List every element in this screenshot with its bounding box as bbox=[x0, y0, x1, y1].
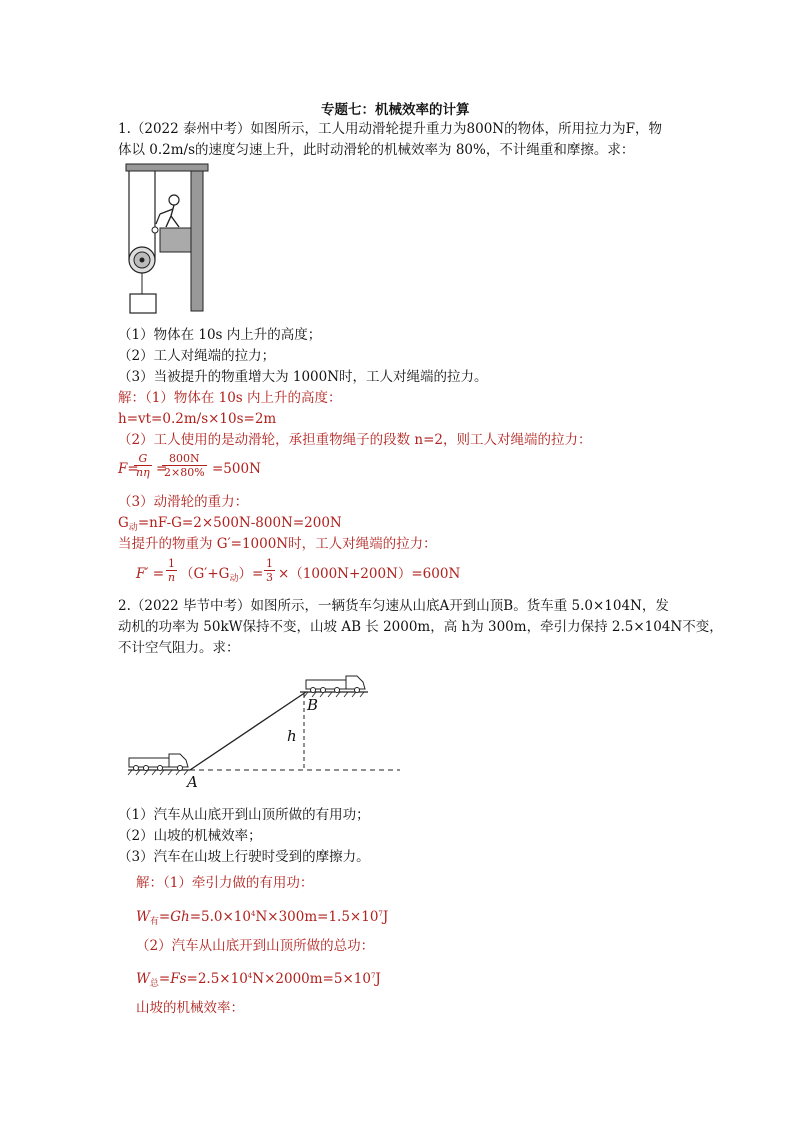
truck-top bbox=[306, 676, 365, 693]
q1-solution-1-eq: h=vt=0.2m/s×10s=2m bbox=[118, 411, 277, 427]
q2-stem-line1: 2.（2022 毕节中考）如图所示，一辆货车匀速从山底A开到山顶B。货车重 5.0×104N，发 bbox=[118, 598, 669, 614]
q2-w-zong-exp2: 7 bbox=[370, 972, 376, 980]
q1-g-dong-symbol: G bbox=[118, 515, 129, 531]
q1-solution-2-label: （2）工人使用的是动滑轮，承担重物绳子的段数 n=2，则工人对绳端的拉力： bbox=[118, 432, 592, 448]
q1-g-dong-subscript: 动 bbox=[128, 523, 138, 533]
q1-f-lhs: F= bbox=[118, 461, 139, 477]
q1-fp-frac2-num: 1 bbox=[266, 557, 273, 570]
q1-fp-fraction-1 bbox=[166, 557, 177, 584]
q1-fp-fraction-2 bbox=[264, 557, 275, 584]
q1-f-frac1-num: G bbox=[138, 452, 148, 465]
q1-new-weight-line: 当提升的物重为 G′=1000N时，工人对绳端的拉力： bbox=[118, 536, 437, 552]
q1-part-2: （2）工人对绳端的拉力； bbox=[118, 348, 276, 364]
q2-solution-2-label: （2）汽车从山底开到山顶所做的总功： bbox=[136, 938, 375, 954]
q2-efficiency-label: 山坡的机械效率： bbox=[136, 1000, 244, 1016]
q1-f-frac2-num: 800N bbox=[169, 452, 200, 465]
q1-fp-lhs: F′ = bbox=[136, 566, 165, 582]
truck-bottom bbox=[129, 754, 188, 771]
q2-w-zong-eq bbox=[136, 967, 381, 993]
q2-w-zong-eq-d: J bbox=[375, 971, 381, 987]
q2-stem-line3: 不计空气阻力。求： bbox=[118, 640, 240, 656]
q2-w-you-exp2: 7 bbox=[378, 910, 383, 918]
q2-w-zong-subscript: 总 bbox=[149, 979, 159, 989]
q1-fp-frac1-den: n bbox=[168, 571, 176, 584]
q2-w-you-eq-c: N×300m=1.5×10 bbox=[255, 909, 379, 925]
q1-f-result: =500N bbox=[212, 461, 261, 477]
q1-stem-line2: 体以 0.2m/s的速度匀速上升，此时动滑轮的机械效率为 80%，不计绳重和摩擦。求： bbox=[118, 142, 635, 158]
q2-part-2: （2）山坡的机械效率； bbox=[118, 828, 262, 844]
q1-fp-result: ×（1000N+200N）=600N bbox=[278, 566, 461, 582]
slope-figure bbox=[124, 664, 406, 792]
q2-w-zong-fs: Fs bbox=[170, 971, 187, 987]
q2-w-you-eq-b: =5.0×10 bbox=[189, 909, 251, 925]
q1-f-frac1-den: nη bbox=[136, 466, 150, 479]
q1-solution-1-label: 解：（1）物体在 10s 内上升的高度： bbox=[118, 390, 342, 406]
q2-w-you-eq-a: = bbox=[158, 909, 171, 925]
q1-fp-mid-a: （G′+G bbox=[180, 566, 230, 582]
q1-f-frac2-den: 2×80% bbox=[164, 466, 205, 479]
q2-w-zong-exp1: 4 bbox=[247, 972, 253, 980]
q1-fp-frac2-den: 3 bbox=[266, 571, 273, 584]
q2-w-zong-eq-c: N×2000m=5×10 bbox=[252, 971, 371, 987]
q1-solution-3-label: （3）动滑轮的重力： bbox=[118, 494, 249, 510]
q1-fp-mid-subscript: 动 bbox=[229, 574, 239, 584]
q1-fp-mid bbox=[180, 565, 263, 588]
q1-f-fraction-1 bbox=[134, 452, 152, 479]
q2-solution-1-label: 解：（1）牵引力做的有用功： bbox=[136, 875, 314, 891]
q1-fp-mid-b: ）= bbox=[238, 566, 264, 582]
q2-w-zong-eq-b: =2.5×10 bbox=[186, 971, 248, 987]
q1-f-fraction-2 bbox=[162, 452, 207, 479]
fig-label-b: B bbox=[307, 696, 319, 714]
pulley-figure bbox=[124, 162, 214, 314]
q1-g-dong-eq bbox=[118, 514, 342, 537]
fig-label-h: h bbox=[287, 727, 297, 745]
q1-part-1: （1）物体在 10s 内上升的高度； bbox=[118, 327, 322, 343]
q1-part-3: （3）当被提升的物重增大为 1000N时，工人对绳端的拉力。 bbox=[118, 369, 488, 385]
q2-w-you-symbol: W bbox=[136, 909, 150, 925]
q2-stem-line2: 动机的功率为 50kW保持不变，山坡 AB 长 2000m，高 h为 300m，牵引力保持 2.5×104N不变， bbox=[118, 619, 723, 635]
q2-w-you-gh: Gh bbox=[170, 909, 190, 925]
q1-f-eq-sign: = bbox=[156, 461, 168, 477]
q2-w-you-eq bbox=[136, 905, 388, 931]
q2-w-you-subscript: 有 bbox=[149, 917, 159, 927]
q1-stem-line1: 1.（2022 泰州中考）如图所示，工人用动滑轮提升重力为800N的物体，所用拉力为F，物 bbox=[118, 121, 662, 137]
page-title: 专题七：机械效率的计算 bbox=[321, 102, 470, 118]
fig-label-a: A bbox=[187, 773, 198, 791]
q2-part-3: （3）汽车在山坡上行驶时受到的摩擦力。 bbox=[118, 849, 370, 865]
q2-w-zong-symbol: W bbox=[136, 971, 150, 987]
q1-fp-frac1-num: 1 bbox=[168, 557, 176, 570]
q2-w-you-eq-d: J bbox=[382, 909, 389, 925]
q2-part-1: （1）汽车从山底开到山顶所做的有用功； bbox=[118, 807, 370, 823]
q2-w-you-exp1: 4 bbox=[250, 910, 256, 918]
q1-g-dong-value: =nF-G=2×500N-800N=200N bbox=[137, 515, 342, 531]
q2-w-zong-eq-a: = bbox=[158, 971, 171, 987]
